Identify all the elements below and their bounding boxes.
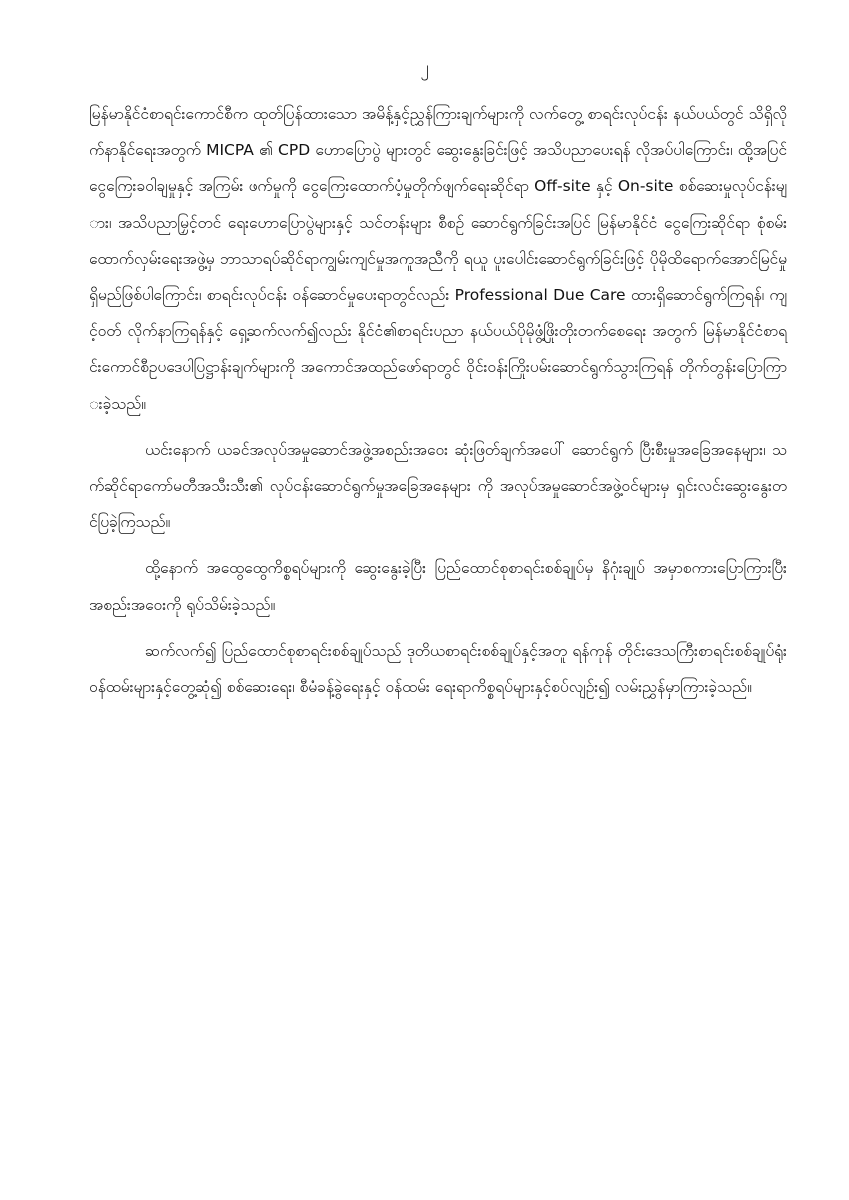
paragraph-council-instructions: မြန်မာနိုင်ငံစာရင်းကောင်စီက ထုတ်ပြန်ထားသော အမိန့်နှင့်ညွှန်ကြားချက်များကို လက်တွေ့ စာရင်းလုပ်ငန်း နယ်ပယ်တွင် သိရှိလိုက်နာနိုင်ရေးအတွက် MICPA ၏ CPD ဟောပြောပွဲ များတွင် ဆွေးနွေးခြင်းဖြင့် အသိပညာပေးရန် လိုအပ်ပါကြောင်း၊ ထို့အပြင် ငွေကြေးခဝါချမှုနှင့် အကြမ်း ဖက်မှုကို ငွေကြေးထောက်ပံ့မှုတိုက်ဖျက်ရေးဆိုင်ရာ Off-site နှင့် On-site စစ်ဆေးမှုလုပ်ငန်းများ၊ အသိပညာမြှင့်တင် ရေးဟောပြောပွဲများနှင့် သင်တန်းများ စီစဉ် ဆောင်ရွက်ခြင်းအပြင် မြန်မာနိုင်ငံ ငွေကြေးဆိုင်ရာ စုံစမ်းထောက်လှမ်းရေးအဖွဲ့မှ ဘာသာရပ်ဆိုင်ရာကျွမ်းကျင်မှုအကူအညီကို ရယူ ပူးပေါင်းဆောင်ရွက်ခြင်းဖြင့် ပိုမိုထိရောက်အောင်မြင်မှု ရှိမည်ဖြစ်ပါကြောင်း၊ စာရင်းလုပ်ငန်း ဝန်ဆောင်မှုပေးရာတွင်လည်း Professional Due Care ထားရှိဆောင်ရွက်ကြရန်၊ ကျင့်ဝတ် လိုက်နာကြရန်နှင့် ရှေ့ဆက်လက်၍လည်း နိုင်ငံ၏စာရင်းပညာ နယ်ပယ်ပိုမိုဖွံ့ဖြိုးတိုးတက်စေရေး အတွက် မြန်မာနိုင်ငံစာရင်းကောင်စီဥပဒေပါပြဋ္ဌာန်းချက်များကို အကောင်အထည်ဖော်ရာတွင် ဝိုင်းဝန်းကြိုးပမ်းဆောင်ရွက်သွားကြရန် တိုက်တွန်းပြောကြားခဲ့သည်။: [89, 105, 787, 413]
paragraph-committee-reports: ယင်းနောက် ယခင်အလုပ်အမှုဆောင်အဖွဲ့အစည်းအဝေး ဆုံးဖြတ်ချက်အပေါ် ဆောင်ရွက် ပြီးစီးမှုအခြေအနေများ၊ သက်ဆိုင်ရာကော်မတီအသီးသီး၏ လုပ်ငန်းဆောင်ရွက်မှုအခြေအနေများ ကို အလုပ်အမှုဆောင်အဖွဲ့ဝင်များမှ ရှင်းလင်းဆွေးနွေးတင်ပြခဲ့ကြသည်။: [89, 440, 787, 532]
body-text: [89, 96, 787, 715]
paragraph-meeting-closing: ထို့နောက် အထွေထွေကိစ္စရပ်များကို ဆွေးနွေးခဲ့ပြီး ပြည်ထောင်စုစာရင်းစစ်ချုပ်မှ နိဂုံးချုပ် အမှာစကားပြောကြားပြီး အစည်းအဝေးကို ရုပ်သိမ်းခဲ့သည်။: [89, 559, 787, 614]
page-number: ၂: [420, 58, 429, 78]
paragraph-staff-meeting: ဆက်လက်၍ ပြည်ထောင်စုစာရင်းစစ်ချုပ်သည် ဒုတိယစာရင်းစစ်ချုပ်နှင့်အတူ ရန်ကုန် တိုင်းဒေသကြီးစာရင်းစစ်ချုပ်ရုံး ဝန်ထမ်းများနှင့်တွေ့ဆုံ၍ စစ်ဆေးရေး၊ စီမံခန့်ခွဲရေးနှင့် ဝန်ထမ်း ရေးရာကိစ္စရပ်များနှင့်စပ်လျဉ်း၍ လမ်းညွှန်မှာကြားခဲ့သည်။: [89, 641, 787, 697]
